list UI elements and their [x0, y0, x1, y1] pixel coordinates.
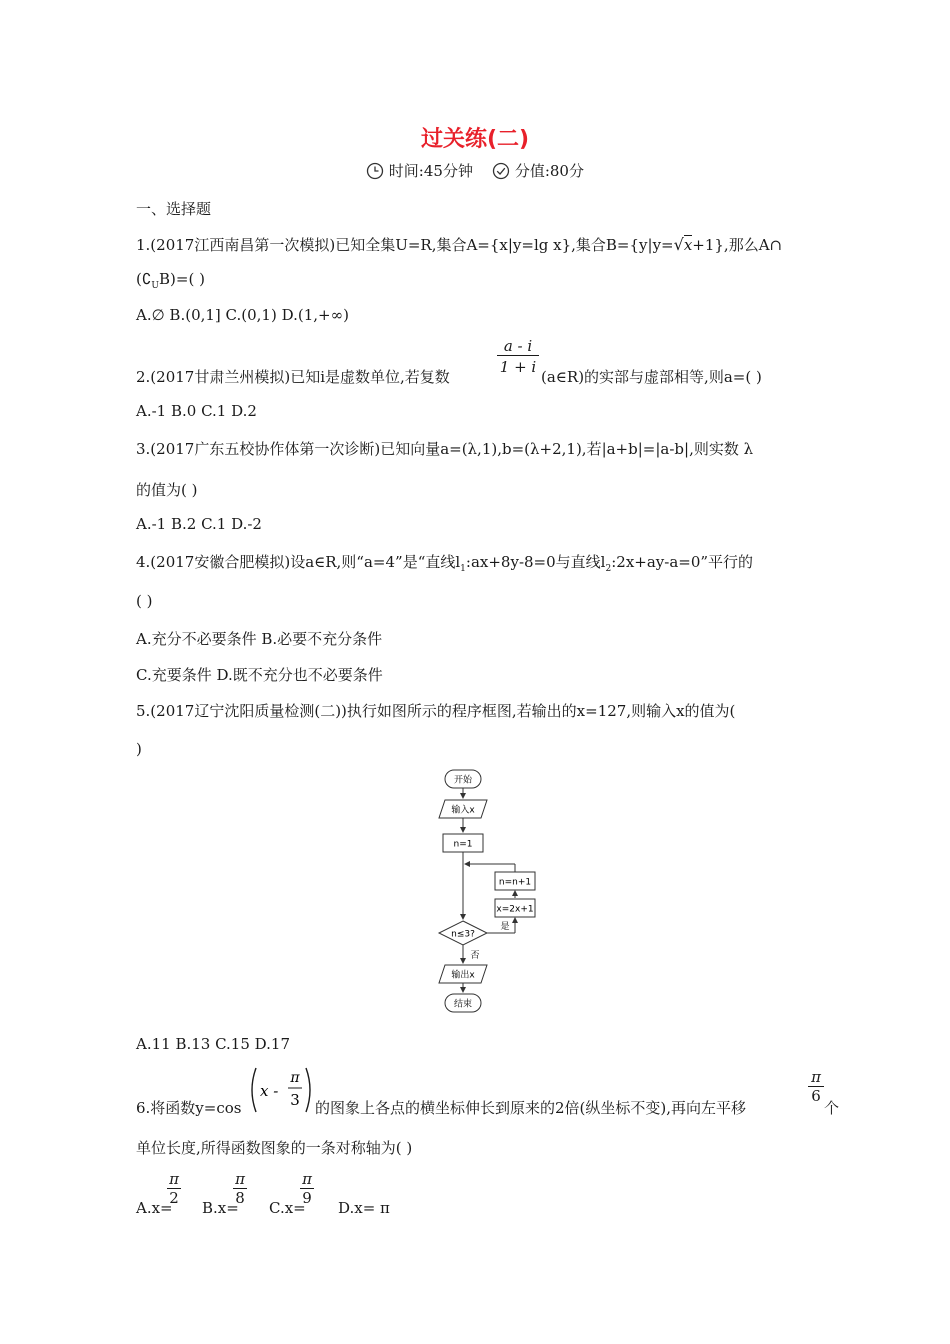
- q6-option-d: D.x= π: [338, 1199, 390, 1217]
- q6-option-a-den: 2: [169, 1189, 179, 1207]
- question-4-line-1: [136, 551, 753, 574]
- q1-text-c: B)=( ): [159, 270, 205, 288]
- flow-yes-label: 是: [500, 922, 510, 932]
- q6-shift-six: 6: [811, 1087, 821, 1105]
- clock-icon: [366, 162, 384, 180]
- q2-fraction-bar: [497, 355, 539, 356]
- flow-input-label: 输入x: [451, 805, 475, 816]
- q6-paren-x: x -: [260, 1082, 279, 1100]
- question-6-line-2: 单位长度,所得函数图象的一条对称轴为( ): [136, 1139, 413, 1157]
- q1-text-b: +1},那么A∩: [692, 236, 783, 254]
- q4-text-b: :ax+8y-8=0与直线l: [465, 553, 606, 571]
- flow-increment-label: n=n+1: [498, 877, 532, 888]
- question-5-line-2: ): [136, 740, 142, 758]
- q2-prefix: 2.(2017甘肃兰州模拟)已知i是虚数单位,若复数: [136, 368, 450, 386]
- question-4-line-2: ( ): [136, 592, 153, 610]
- question-5-line-1: 5.(2017辽宁沈阳质量检测(二))执行如图所示的程序框图,若输出的x=127,则输入x的值为(: [136, 702, 736, 720]
- q1-text-a: 1.(2017江西南昌第一次模拟)已知全集U=R,集合A={x|y=lg x},集合B={y|y=: [136, 236, 674, 254]
- q6-suffix: 个: [824, 1099, 840, 1117]
- q6-prefix: 6.将函数y=cos: [136, 1099, 242, 1117]
- q6-option-a-label: A.x=: [136, 1199, 173, 1217]
- question-4-options-ab: A.充分不必要条件 B.必要不充分条件: [136, 630, 383, 648]
- q6-option-b-pi: π: [235, 1170, 245, 1188]
- q6-parenthesis-expression: [248, 1066, 314, 1114]
- question-4-options-cd: C.充要条件 D.既不充分也不必要条件: [136, 666, 383, 684]
- q4-sub-1: 1: [460, 564, 466, 574]
- time-limit: 时间:45分钟: [388, 162, 473, 180]
- question-3-options: A.-1 B.2 C.1 D.-2: [136, 515, 262, 533]
- check-circle-icon: [492, 162, 510, 180]
- question-2-options: A.-1 B.0 C.1 D.2: [136, 402, 257, 420]
- flow-update-label: x=2x+1: [496, 904, 534, 915]
- q6-option-b-label: B.x=: [202, 1199, 239, 1217]
- q2-suffix: (a∈R)的实部与虚部相等,则a=( ): [541, 368, 762, 386]
- page-title: 过关练(二): [420, 127, 530, 152]
- q2-fraction-numerator: a - i: [503, 337, 533, 355]
- q6-option-b-den: 8: [235, 1189, 245, 1207]
- q6-option-c-fraction: [300, 1170, 314, 1207]
- question-1-options: A.∅ B.(0,1] C.(0,1) D.(1,+∞): [136, 306, 349, 324]
- q1-complement-sub: U: [151, 281, 159, 291]
- q6-option-c-label: C.x=: [269, 1199, 306, 1217]
- flow-end-label: 结束: [453, 999, 473, 1010]
- program-flowchart: [435, 768, 545, 1014]
- question-3-line-1: 3.(2017广东五校协作体第一次诊断)已知向量a=(λ,1),b=(λ+2,1),若|a+b|=|a-b|,则实数 λ: [136, 440, 754, 458]
- flow-output-label: 输出x: [451, 970, 475, 981]
- q4-text-c: :2x+ay-a=0”平行的: [611, 553, 754, 571]
- q2-fraction: [497, 337, 539, 376]
- flow-init-label: n=1: [453, 839, 473, 850]
- q6-option-c-den: 9: [302, 1189, 312, 1207]
- flow-no-label: 否: [470, 951, 480, 961]
- q6-middle: 的图象上各点的横坐标伸长到原来的2倍(纵坐标不变),再向左平移: [315, 1099, 747, 1117]
- q6-shift-pi: π: [811, 1068, 821, 1086]
- flow-decision-label: n≤3?: [451, 929, 475, 940]
- q6-three-denominator: 3: [290, 1091, 300, 1109]
- q4-text-a: 4.(2017安徽合肥模拟)设a∈R,则“a=4”是“直线l: [136, 553, 461, 571]
- q6-option-b-fraction: [233, 1170, 247, 1207]
- q6-shift-fraction: [808, 1068, 824, 1105]
- q6-option-a-pi: π: [169, 1170, 179, 1188]
- q2-fraction-denominator: 1 + i: [499, 358, 537, 376]
- q1-sqrt-x: x: [683, 236, 693, 254]
- sqrt-symbol: √: [673, 235, 684, 254]
- flow-start-label: 开始: [453, 775, 473, 786]
- question-3-line-2: 的值为( ): [136, 481, 198, 499]
- total-score: 分值:80分: [514, 162, 584, 180]
- q6-option-c-pi: π: [302, 1170, 312, 1188]
- q6-pi-numerator: π: [290, 1070, 300, 1086]
- q1-complement: (∁: [136, 270, 152, 288]
- q6-option-a-fraction: [167, 1170, 181, 1207]
- question-5-options: A.11 B.13 C.15 D.17: [136, 1035, 291, 1053]
- q4-sub-2: 2: [605, 564, 612, 574]
- question-1-line-2: [136, 270, 205, 291]
- exam-meta: [0, 160, 950, 181]
- section-heading: 一、选择题: [136, 200, 212, 218]
- question-1-line-1: [136, 234, 782, 255]
